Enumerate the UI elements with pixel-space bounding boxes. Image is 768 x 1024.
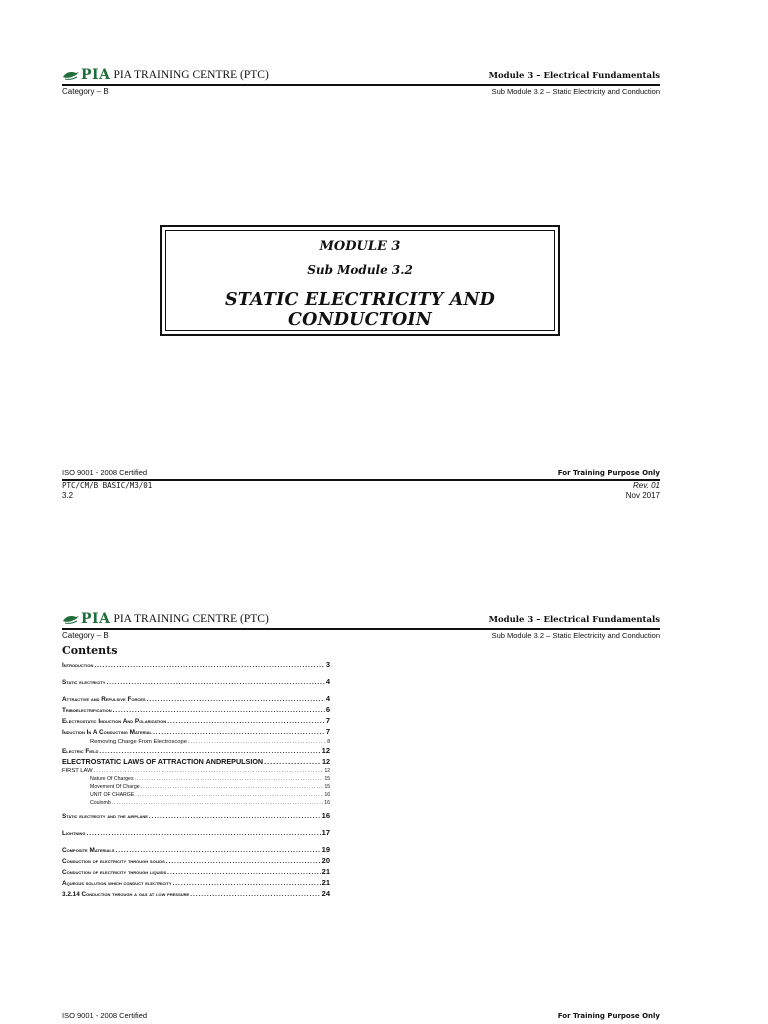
category-label: Category – B — [62, 87, 109, 96]
toc-entry[interactable]: Nature Of Charges ..... 15 — [62, 775, 330, 783]
pia-bird-icon — [62, 68, 80, 82]
title-main: STATIC ELECTRICITY AND CONDUCTOIN — [224, 290, 496, 330]
toc-entry[interactable]: Introduction ..... 3 — [62, 660, 330, 671]
toc-entry[interactable]: Composite Materials ..... 19 — [62, 845, 330, 856]
header-rule — [62, 628, 660, 630]
toc-entry[interactable]: UNIT OF CHARGE ..... 16 — [62, 791, 330, 799]
module-title: Module 3 – Electrical Fundamentals — [488, 615, 660, 625]
toc-entry[interactable]: Removing Charge From Electroscope ..... 8 — [62, 738, 330, 746]
logo-text: PIA — [81, 67, 111, 83]
title-sub-module: Sub Module 3.2 — [307, 263, 413, 277]
toc-entry[interactable]: Coulomb ..... 16 — [62, 799, 330, 807]
toc-entry[interactable]: Static electricity ..... 4 — [62, 677, 330, 688]
page2-header — [62, 608, 660, 641]
sub-module-label: Sub Module 3.2 – Static Electricity and Conduction — [491, 87, 660, 96]
training-purpose: For Training Purpose Only — [557, 469, 660, 477]
page2-footer — [62, 1011, 660, 1021]
toc-entry[interactable]: Attractive and Repulsive Forces ..... 4 — [62, 694, 330, 705]
pia-logo — [62, 612, 269, 626]
toc-entry[interactable]: Movement Of Charge ..... 15 — [62, 783, 330, 791]
toc-entry[interactable]: Electric Field ..... 12 — [62, 746, 330, 757]
toc-entry[interactable]: Induction In A Conducting Material ..... 7 — [62, 727, 330, 738]
header-rule — [62, 84, 660, 86]
category-label: Category – B — [62, 631, 109, 640]
iso-certified: ISO 9001 - 2008 Certified — [62, 1011, 148, 1020]
title-box — [160, 225, 560, 336]
toc-entry[interactable]: Triboelectrification ..... 6 — [62, 705, 330, 716]
contents-heading: Contents — [62, 644, 118, 657]
toc-entry[interactable]: Conduction of electricity through solids ..... 20 — [62, 856, 330, 867]
table-of-contents — [62, 660, 330, 900]
revision: Rev. 01 — [633, 481, 660, 490]
toc-entry[interactable]: Lightning ..... 17 — [62, 828, 330, 839]
doc-code: PTC/CM/B BASIC/M3/01 — [62, 481, 153, 490]
title-module: MODULE 3 — [319, 239, 401, 254]
page1-header — [62, 64, 660, 97]
module-title: Module 3 – Electrical Fundamentals — [488, 71, 660, 81]
toc-entry[interactable]: Conduction of electricity through liquids ..... 21 — [62, 867, 330, 878]
section-number: 3.2 — [62, 491, 74, 500]
page1-footer — [62, 468, 660, 501]
sub-module-label: Sub Module 3.2 – Static Electricity and Conduction — [491, 631, 660, 640]
toc-entry[interactable]: Static electricity and the airplane ..... 16 — [62, 811, 330, 822]
training-purpose: For Training Purpose Only — [557, 1012, 660, 1020]
toc-entry[interactable]: Aqueous solution which conduct electricity ..... 21 — [62, 878, 330, 889]
toc-entry[interactable]: FIRST LAW ..... 12 — [62, 767, 330, 775]
revision-date: Nov 2017 — [625, 491, 660, 500]
toc-entry[interactable]: 3.2.14 Conduction through a gas at low pressure ..... 24 — [62, 889, 330, 900]
centre-name: PIA TRAINING CENTRE (PTC) — [113, 69, 269, 81]
toc-entry[interactable]: Electrostatic Induction And Polarization ..... 7 — [62, 716, 330, 727]
pia-logo — [62, 68, 269, 82]
iso-certified: ISO 9001 - 2008 Certified — [62, 468, 148, 477]
toc-entry[interactable]: ELECTROSTATIC LAWS OF ATTRACTION ANDREPULSION ..... 12 — [62, 757, 330, 767]
pia-bird-icon — [62, 612, 80, 626]
logo-text: PIA — [81, 611, 111, 627]
centre-name: PIA TRAINING CENTRE (PTC) — [113, 613, 269, 625]
